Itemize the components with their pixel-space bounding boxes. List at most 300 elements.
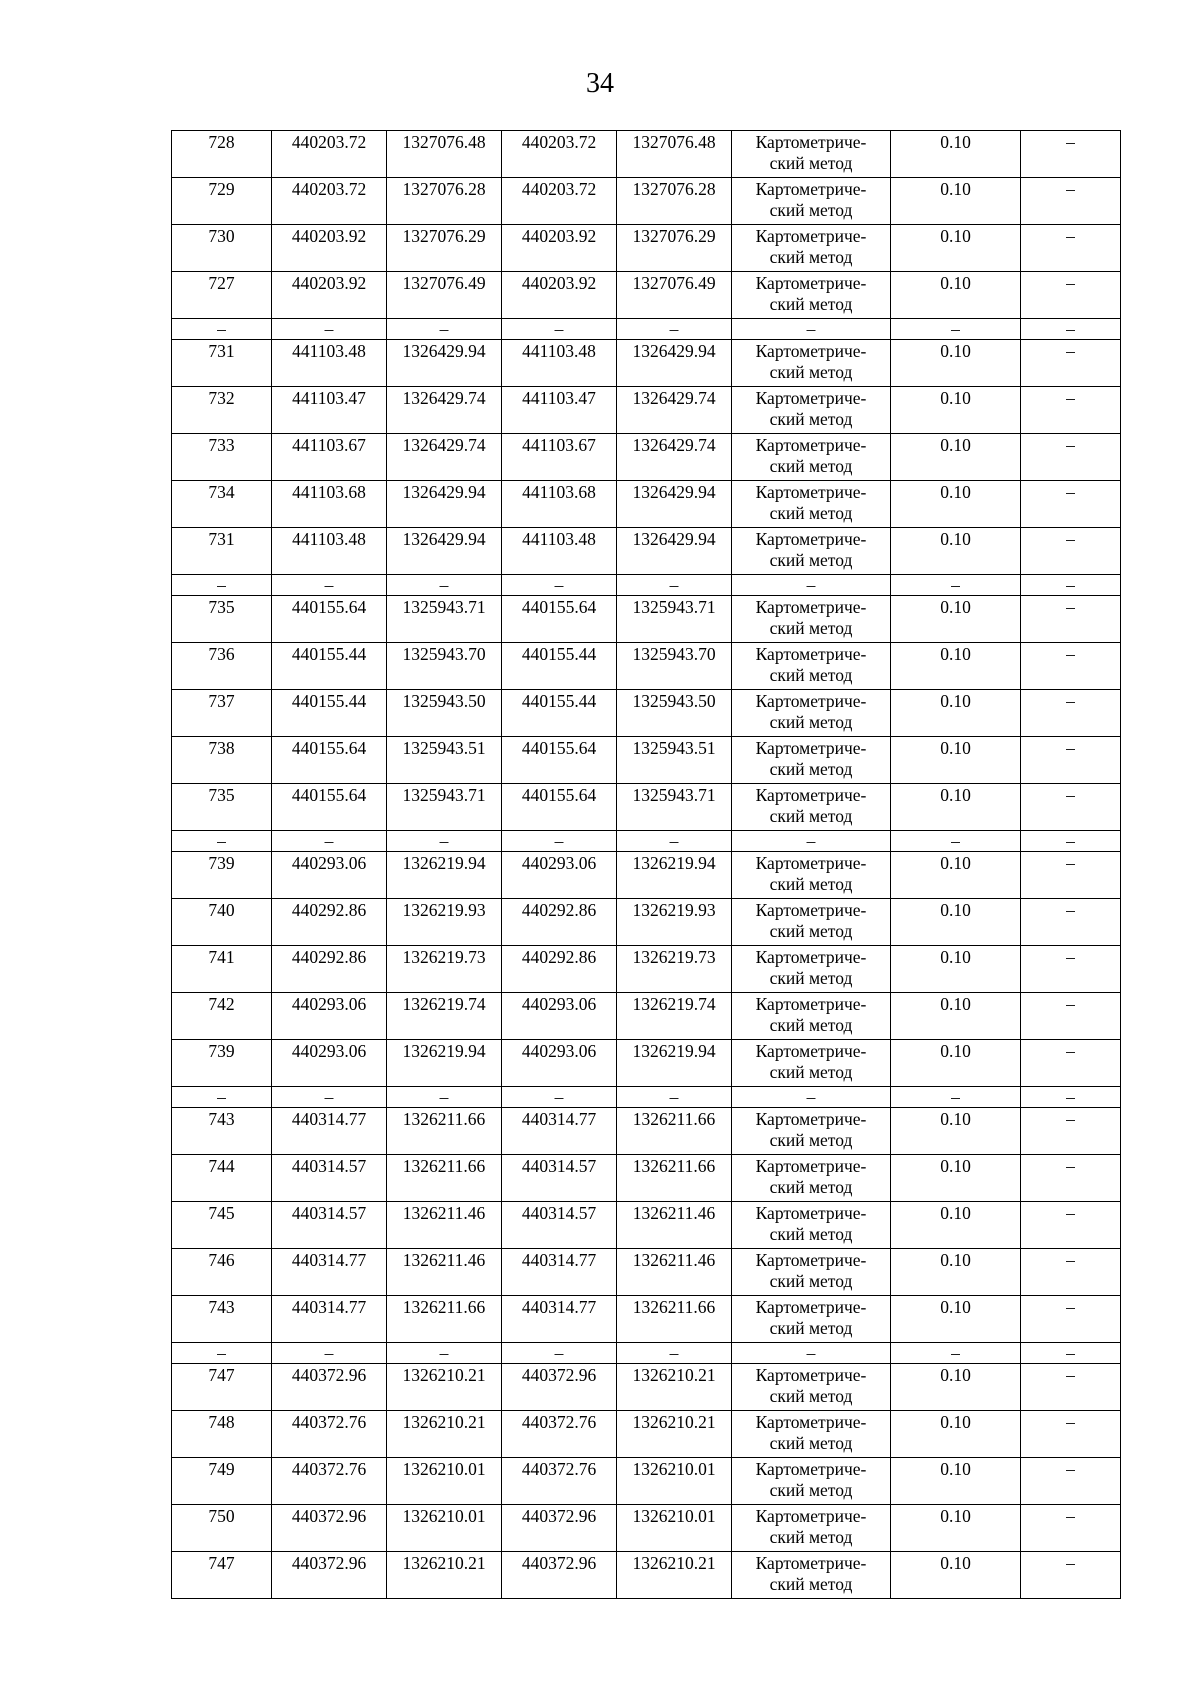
method-cell bbox=[732, 528, 891, 575]
x-coordinate-cell: 440155.64 bbox=[272, 784, 387, 831]
coordinates-table-body bbox=[172, 131, 1121, 1599]
description-cell: – bbox=[1021, 481, 1121, 528]
y-coordinate-cell: 1326211.46 bbox=[387, 1202, 502, 1249]
description-cell: – bbox=[1021, 737, 1121, 784]
y-coordinate-new-cell: 1326219.93 bbox=[617, 899, 732, 946]
y-coordinate-cell: 1326211.46 bbox=[387, 1249, 502, 1296]
separator-dash-cell: – bbox=[891, 831, 1021, 852]
accuracy-cell: 0.10 bbox=[891, 434, 1021, 481]
method-cell bbox=[732, 387, 891, 434]
y-coordinate-new-cell: 1326211.66 bbox=[617, 1155, 732, 1202]
method-label-line: ский метод bbox=[769, 1062, 853, 1082]
x-coordinate-new-cell: 441103.48 bbox=[502, 340, 617, 387]
x-coordinate-cell: 440293.06 bbox=[272, 993, 387, 1040]
x-coordinate-cell: 440203.92 bbox=[272, 225, 387, 272]
description-cell: – bbox=[1021, 387, 1121, 434]
y-coordinate-cell: 1325943.71 bbox=[387, 596, 502, 643]
separator-dash-cell: – bbox=[172, 319, 272, 340]
method-label-line: Картометриче- bbox=[755, 597, 867, 617]
method-cell bbox=[732, 1108, 891, 1155]
description-cell: – bbox=[1021, 1040, 1121, 1087]
y-coordinate-cell: 1326219.94 bbox=[387, 852, 502, 899]
y-coordinate-cell: 1326429.94 bbox=[387, 340, 502, 387]
separator-dash-cell: – bbox=[617, 1087, 732, 1108]
method-label-line: Картометриче- bbox=[755, 1203, 867, 1223]
table-row bbox=[172, 1202, 1121, 1249]
accuracy-cell: 0.10 bbox=[891, 1202, 1021, 1249]
method-cell bbox=[732, 784, 891, 831]
method-cell bbox=[732, 481, 891, 528]
point-number-cell: 744 bbox=[172, 1155, 272, 1202]
method-cell bbox=[732, 1411, 891, 1458]
x-coordinate-cell: 440372.76 bbox=[272, 1411, 387, 1458]
table-row bbox=[172, 1364, 1121, 1411]
y-coordinate-new-cell: 1326211.46 bbox=[617, 1249, 732, 1296]
table-row bbox=[172, 1155, 1121, 1202]
separator-dash-cell: – bbox=[891, 1343, 1021, 1364]
y-coordinate-new-cell: 1325943.50 bbox=[617, 690, 732, 737]
method-label-line: Картометриче- bbox=[755, 738, 867, 758]
point-number-cell: 742 bbox=[172, 993, 272, 1040]
y-coordinate-cell: 1326211.66 bbox=[387, 1155, 502, 1202]
method-label-line: Картометриче- bbox=[755, 273, 867, 293]
method-label-line: ский метод bbox=[769, 247, 853, 267]
point-number-cell: 736 bbox=[172, 643, 272, 690]
separator-dash-cell: – bbox=[272, 1087, 387, 1108]
x-coordinate-cell: 441103.67 bbox=[272, 434, 387, 481]
table-row bbox=[172, 178, 1121, 225]
y-coordinate-cell: 1325943.51 bbox=[387, 737, 502, 784]
table-row bbox=[172, 899, 1121, 946]
point-number-cell: 732 bbox=[172, 387, 272, 434]
accuracy-cell: 0.10 bbox=[891, 1552, 1021, 1599]
method-cell bbox=[732, 1296, 891, 1343]
point-number-cell: 739 bbox=[172, 1040, 272, 1087]
accuracy-cell: 0.10 bbox=[891, 737, 1021, 784]
method-label-line: ский метод bbox=[769, 1527, 853, 1547]
accuracy-cell: 0.10 bbox=[891, 899, 1021, 946]
point-number-cell: 727 bbox=[172, 272, 272, 319]
y-coordinate-new-cell: 1326210.01 bbox=[617, 1458, 732, 1505]
x-coordinate-cell: 440314.57 bbox=[272, 1202, 387, 1249]
method-label-line: ский метод bbox=[769, 1386, 853, 1406]
separator-dash-cell: – bbox=[387, 575, 502, 596]
y-coordinate-cell: 1326210.01 bbox=[387, 1458, 502, 1505]
accuracy-cell: 0.10 bbox=[891, 1364, 1021, 1411]
y-coordinate-new-cell: 1327076.48 bbox=[617, 131, 732, 178]
x-coordinate-new-cell: 440293.06 bbox=[502, 852, 617, 899]
table-row bbox=[172, 596, 1121, 643]
y-coordinate-new-cell: 1327076.29 bbox=[617, 225, 732, 272]
y-coordinate-cell: 1327076.29 bbox=[387, 225, 502, 272]
separator-dash-cell: – bbox=[732, 831, 891, 852]
method-label-line: Картометриче- bbox=[755, 1553, 867, 1573]
method-label-line: ский метод bbox=[769, 294, 853, 314]
accuracy-cell: 0.10 bbox=[891, 1411, 1021, 1458]
separator-dash-cell: – bbox=[732, 319, 891, 340]
x-coordinate-cell: 440372.96 bbox=[272, 1364, 387, 1411]
description-cell: – bbox=[1021, 340, 1121, 387]
method-cell bbox=[732, 1458, 891, 1505]
x-coordinate-new-cell: 440372.96 bbox=[502, 1552, 617, 1599]
accuracy-cell: 0.10 bbox=[891, 528, 1021, 575]
point-number-cell: 735 bbox=[172, 596, 272, 643]
description-cell: – bbox=[1021, 1108, 1121, 1155]
method-label-line: Картометриче- bbox=[755, 388, 867, 408]
table-row bbox=[172, 643, 1121, 690]
method-label-line: ский метод bbox=[769, 1318, 853, 1338]
y-coordinate-new-cell: 1326429.74 bbox=[617, 387, 732, 434]
x-coordinate-new-cell: 440203.72 bbox=[502, 131, 617, 178]
description-cell: – bbox=[1021, 1155, 1121, 1202]
page-number: 34 bbox=[586, 68, 614, 99]
description-cell: – bbox=[1021, 1458, 1121, 1505]
x-coordinate-cell: 441103.48 bbox=[272, 528, 387, 575]
separator-row bbox=[172, 1087, 1121, 1108]
point-number-cell: 741 bbox=[172, 946, 272, 993]
description-cell: – bbox=[1021, 272, 1121, 319]
description-cell: – bbox=[1021, 1552, 1121, 1599]
method-label-line: Картометриче- bbox=[755, 900, 867, 920]
separator-row bbox=[172, 831, 1121, 852]
table-row bbox=[172, 1296, 1121, 1343]
point-number-cell: 738 bbox=[172, 737, 272, 784]
method-label-line: ский метод bbox=[769, 712, 853, 732]
point-number-cell: 735 bbox=[172, 784, 272, 831]
method-label-line: Картометриче- bbox=[755, 1365, 867, 1385]
accuracy-cell: 0.10 bbox=[891, 340, 1021, 387]
y-coordinate-new-cell: 1326429.94 bbox=[617, 481, 732, 528]
method-cell bbox=[732, 340, 891, 387]
table-row bbox=[172, 1040, 1121, 1087]
description-cell: – bbox=[1021, 784, 1121, 831]
table-row bbox=[172, 1411, 1121, 1458]
point-number-cell: 743 bbox=[172, 1296, 272, 1343]
method-label-line: Картометриче- bbox=[755, 482, 867, 502]
y-coordinate-new-cell: 1325943.70 bbox=[617, 643, 732, 690]
method-label-line: ский метод bbox=[769, 874, 853, 894]
method-cell bbox=[732, 131, 891, 178]
separator-dash-cell: – bbox=[617, 831, 732, 852]
accuracy-cell: 0.10 bbox=[891, 643, 1021, 690]
description-cell: – bbox=[1021, 596, 1121, 643]
table-row bbox=[172, 946, 1121, 993]
point-number-cell: 749 bbox=[172, 1458, 272, 1505]
method-label-line: Картометриче- bbox=[755, 994, 867, 1014]
method-label-line: ский метод bbox=[769, 968, 853, 988]
description-cell: – bbox=[1021, 1364, 1121, 1411]
method-label-line: ский метод bbox=[769, 200, 853, 220]
accuracy-cell: 0.10 bbox=[891, 1249, 1021, 1296]
y-coordinate-new-cell: 1326211.46 bbox=[617, 1202, 732, 1249]
method-cell bbox=[732, 1155, 891, 1202]
accuracy-cell: 0.10 bbox=[891, 852, 1021, 899]
description-cell: – bbox=[1021, 1249, 1121, 1296]
table-row bbox=[172, 272, 1121, 319]
x-coordinate-cell: 440155.64 bbox=[272, 596, 387, 643]
method-cell bbox=[732, 899, 891, 946]
accuracy-cell: 0.10 bbox=[891, 1040, 1021, 1087]
y-coordinate-cell: 1325943.50 bbox=[387, 690, 502, 737]
method-cell bbox=[732, 272, 891, 319]
x-coordinate-cell: 441103.68 bbox=[272, 481, 387, 528]
separator-dash-cell: – bbox=[1021, 575, 1121, 596]
y-coordinate-cell: 1326210.21 bbox=[387, 1411, 502, 1458]
method-cell bbox=[732, 946, 891, 993]
method-label-line: ский метод bbox=[769, 921, 853, 941]
y-coordinate-cell: 1326210.21 bbox=[387, 1552, 502, 1599]
accuracy-cell: 0.10 bbox=[891, 225, 1021, 272]
method-label-line: ский метод bbox=[769, 665, 853, 685]
y-coordinate-new-cell: 1326219.74 bbox=[617, 993, 732, 1040]
x-coordinate-new-cell: 440314.77 bbox=[502, 1296, 617, 1343]
method-cell bbox=[732, 178, 891, 225]
y-coordinate-cell: 1327076.49 bbox=[387, 272, 502, 319]
separator-dash-cell: – bbox=[732, 1087, 891, 1108]
x-coordinate-cell: 440314.77 bbox=[272, 1249, 387, 1296]
table-row bbox=[172, 481, 1121, 528]
method-label-line: ский метод bbox=[769, 362, 853, 382]
y-coordinate-cell: 1327076.28 bbox=[387, 178, 502, 225]
point-number-cell: 750 bbox=[172, 1505, 272, 1552]
x-coordinate-new-cell: 440155.44 bbox=[502, 643, 617, 690]
point-number-cell: 739 bbox=[172, 852, 272, 899]
accuracy-cell: 0.10 bbox=[891, 131, 1021, 178]
y-coordinate-new-cell: 1327076.49 bbox=[617, 272, 732, 319]
separator-dash-cell: – bbox=[387, 1343, 502, 1364]
accuracy-cell: 0.10 bbox=[891, 946, 1021, 993]
method-label-line: ский метод bbox=[769, 1015, 853, 1035]
point-number-cell: 731 bbox=[172, 528, 272, 575]
table-row bbox=[172, 1552, 1121, 1599]
x-coordinate-new-cell: 441103.68 bbox=[502, 481, 617, 528]
table-row bbox=[172, 434, 1121, 481]
separator-dash-cell: – bbox=[172, 575, 272, 596]
x-coordinate-cell: 440293.06 bbox=[272, 1040, 387, 1087]
description-cell: – bbox=[1021, 993, 1121, 1040]
y-coordinate-new-cell: 1326219.73 bbox=[617, 946, 732, 993]
accuracy-cell: 0.10 bbox=[891, 178, 1021, 225]
separator-dash-cell: – bbox=[272, 831, 387, 852]
x-coordinate-cell: 440314.57 bbox=[272, 1155, 387, 1202]
description-cell: – bbox=[1021, 131, 1121, 178]
method-label-line: ский метод bbox=[769, 1433, 853, 1453]
point-number-cell: 745 bbox=[172, 1202, 272, 1249]
description-cell: – bbox=[1021, 225, 1121, 272]
separator-dash-cell: – bbox=[502, 831, 617, 852]
method-cell bbox=[732, 852, 891, 899]
point-number-cell: 747 bbox=[172, 1552, 272, 1599]
x-coordinate-new-cell: 440293.06 bbox=[502, 1040, 617, 1087]
method-cell bbox=[732, 1202, 891, 1249]
description-cell: – bbox=[1021, 1202, 1121, 1249]
accuracy-cell: 0.10 bbox=[891, 1505, 1021, 1552]
y-coordinate-new-cell: 1326210.21 bbox=[617, 1411, 732, 1458]
y-coordinate-cell: 1326429.74 bbox=[387, 387, 502, 434]
y-coordinate-cell: 1326219.73 bbox=[387, 946, 502, 993]
y-coordinate-new-cell: 1326219.94 bbox=[617, 852, 732, 899]
separator-dash-cell: – bbox=[272, 319, 387, 340]
x-coordinate-cell: 440372.76 bbox=[272, 1458, 387, 1505]
x-coordinate-new-cell: 440372.96 bbox=[502, 1364, 617, 1411]
x-coordinate-new-cell: 441103.47 bbox=[502, 387, 617, 434]
accuracy-cell: 0.10 bbox=[891, 1296, 1021, 1343]
x-coordinate-new-cell: 440293.06 bbox=[502, 993, 617, 1040]
separator-dash-cell: – bbox=[502, 319, 617, 340]
x-coordinate-new-cell: 440314.77 bbox=[502, 1249, 617, 1296]
method-label-line: ский метод bbox=[769, 618, 853, 638]
x-coordinate-cell: 440155.44 bbox=[272, 690, 387, 737]
accuracy-cell: 0.10 bbox=[891, 1155, 1021, 1202]
method-label-line: ский метод bbox=[769, 1130, 853, 1150]
separator-dash-cell: – bbox=[617, 575, 732, 596]
method-label-line: Картометриче- bbox=[755, 341, 867, 361]
description-cell: – bbox=[1021, 852, 1121, 899]
y-coordinate-cell: 1327076.48 bbox=[387, 131, 502, 178]
x-coordinate-new-cell: 440155.64 bbox=[502, 596, 617, 643]
x-coordinate-new-cell: 440155.64 bbox=[502, 737, 617, 784]
x-coordinate-cell: 441103.48 bbox=[272, 340, 387, 387]
x-coordinate-cell: 440203.72 bbox=[272, 178, 387, 225]
point-number-cell: 730 bbox=[172, 225, 272, 272]
separator-dash-cell: – bbox=[172, 1343, 272, 1364]
description-cell: – bbox=[1021, 643, 1121, 690]
y-coordinate-new-cell: 1326211.66 bbox=[617, 1108, 732, 1155]
separator-dash-cell: – bbox=[502, 575, 617, 596]
y-coordinate-cell: 1326219.93 bbox=[387, 899, 502, 946]
method-label-line: Картометриче- bbox=[755, 1250, 867, 1270]
method-label-line: Картометриче- bbox=[755, 1041, 867, 1061]
method-cell bbox=[732, 737, 891, 784]
point-number-cell: 737 bbox=[172, 690, 272, 737]
method-label-line: ский метод bbox=[769, 759, 853, 779]
method-label-line: Картометриче- bbox=[755, 226, 867, 246]
y-coordinate-cell: 1326210.01 bbox=[387, 1505, 502, 1552]
method-label-line: ский метод bbox=[769, 503, 853, 523]
point-number-cell: 728 bbox=[172, 131, 272, 178]
separator-dash-cell: – bbox=[387, 319, 502, 340]
method-label-line: ский метод bbox=[769, 456, 853, 476]
separator-row bbox=[172, 319, 1121, 340]
method-cell bbox=[732, 434, 891, 481]
table-row bbox=[172, 1249, 1121, 1296]
method-label-line: ский метод bbox=[769, 1177, 853, 1197]
table-row bbox=[172, 784, 1121, 831]
table-row bbox=[172, 737, 1121, 784]
description-cell: – bbox=[1021, 528, 1121, 575]
method-label-line: Картометриче- bbox=[755, 1459, 867, 1479]
table-row bbox=[172, 852, 1121, 899]
separator-dash-cell: – bbox=[1021, 831, 1121, 852]
x-coordinate-cell: 441103.47 bbox=[272, 387, 387, 434]
point-number-cell: 748 bbox=[172, 1411, 272, 1458]
table-row bbox=[172, 1458, 1121, 1505]
x-coordinate-new-cell: 440155.64 bbox=[502, 784, 617, 831]
method-label-line: Картометриче- bbox=[755, 691, 867, 711]
separator-dash-cell: – bbox=[891, 1087, 1021, 1108]
method-label-line: Картометриче- bbox=[755, 947, 867, 967]
x-coordinate-cell: 440203.72 bbox=[272, 131, 387, 178]
accuracy-cell: 0.10 bbox=[891, 481, 1021, 528]
method-label-line: ский метод bbox=[769, 806, 853, 826]
table-row bbox=[172, 690, 1121, 737]
accuracy-cell: 0.10 bbox=[891, 690, 1021, 737]
x-coordinate-new-cell: 440203.92 bbox=[502, 272, 617, 319]
description-cell: – bbox=[1021, 899, 1121, 946]
accuracy-cell: 0.10 bbox=[891, 1108, 1021, 1155]
description-cell: – bbox=[1021, 178, 1121, 225]
accuracy-cell: 0.10 bbox=[891, 272, 1021, 319]
table-row bbox=[172, 131, 1121, 178]
method-cell bbox=[732, 1249, 891, 1296]
description-cell: – bbox=[1021, 434, 1121, 481]
method-label-line: ский метод bbox=[769, 153, 853, 173]
method-cell bbox=[732, 225, 891, 272]
separator-dash-cell: – bbox=[272, 575, 387, 596]
description-cell: – bbox=[1021, 1296, 1121, 1343]
x-coordinate-new-cell: 440314.77 bbox=[502, 1108, 617, 1155]
y-coordinate-cell: 1326211.66 bbox=[387, 1296, 502, 1343]
y-coordinate-new-cell: 1325943.51 bbox=[617, 737, 732, 784]
method-label-line: Картометриче- bbox=[755, 853, 867, 873]
point-number-cell: 734 bbox=[172, 481, 272, 528]
separator-row bbox=[172, 1343, 1121, 1364]
point-number-cell: 740 bbox=[172, 899, 272, 946]
method-label-line: Картометриче- bbox=[755, 435, 867, 455]
y-coordinate-cell: 1326219.74 bbox=[387, 993, 502, 1040]
x-coordinate-new-cell: 440155.44 bbox=[502, 690, 617, 737]
accuracy-cell: 0.10 bbox=[891, 784, 1021, 831]
method-label-line: Картометриче- bbox=[755, 644, 867, 664]
separator-dash-cell: – bbox=[891, 575, 1021, 596]
method-label-line: ский метод bbox=[769, 409, 853, 429]
x-coordinate-new-cell: 440292.86 bbox=[502, 946, 617, 993]
x-coordinate-new-cell: 441103.67 bbox=[502, 434, 617, 481]
x-coordinate-new-cell: 441103.48 bbox=[502, 528, 617, 575]
method-cell bbox=[732, 1364, 891, 1411]
accuracy-cell: 0.10 bbox=[891, 387, 1021, 434]
method-label-line: ский метод bbox=[769, 1480, 853, 1500]
point-number-cell: 729 bbox=[172, 178, 272, 225]
x-coordinate-cell: 440372.96 bbox=[272, 1505, 387, 1552]
x-coordinate-new-cell: 440372.76 bbox=[502, 1458, 617, 1505]
y-coordinate-new-cell: 1326429.74 bbox=[617, 434, 732, 481]
y-coordinate-cell: 1326219.94 bbox=[387, 1040, 502, 1087]
point-number-cell: 747 bbox=[172, 1364, 272, 1411]
table-row bbox=[172, 1108, 1121, 1155]
method-label-line: ский метод bbox=[769, 550, 853, 570]
separator-dash-cell: – bbox=[272, 1343, 387, 1364]
method-cell bbox=[732, 690, 891, 737]
y-coordinate-new-cell: 1327076.28 bbox=[617, 178, 732, 225]
description-cell: – bbox=[1021, 690, 1121, 737]
method-cell bbox=[732, 1040, 891, 1087]
y-coordinate-new-cell: 1325943.71 bbox=[617, 596, 732, 643]
y-coordinate-cell: 1326211.66 bbox=[387, 1108, 502, 1155]
x-coordinate-new-cell: 440372.96 bbox=[502, 1505, 617, 1552]
accuracy-cell: 0.10 bbox=[891, 1458, 1021, 1505]
separator-dash-cell: – bbox=[172, 1087, 272, 1108]
x-coordinate-cell: 440314.77 bbox=[272, 1108, 387, 1155]
separator-dash-cell: – bbox=[502, 1087, 617, 1108]
coordinates-table bbox=[171, 130, 1121, 1599]
method-label-line: Картометриче- bbox=[755, 1156, 867, 1176]
x-coordinate-new-cell: 440314.57 bbox=[502, 1155, 617, 1202]
method-cell bbox=[732, 1552, 891, 1599]
x-coordinate-new-cell: 440314.57 bbox=[502, 1202, 617, 1249]
table-row bbox=[172, 340, 1121, 387]
y-coordinate-cell: 1326429.74 bbox=[387, 434, 502, 481]
